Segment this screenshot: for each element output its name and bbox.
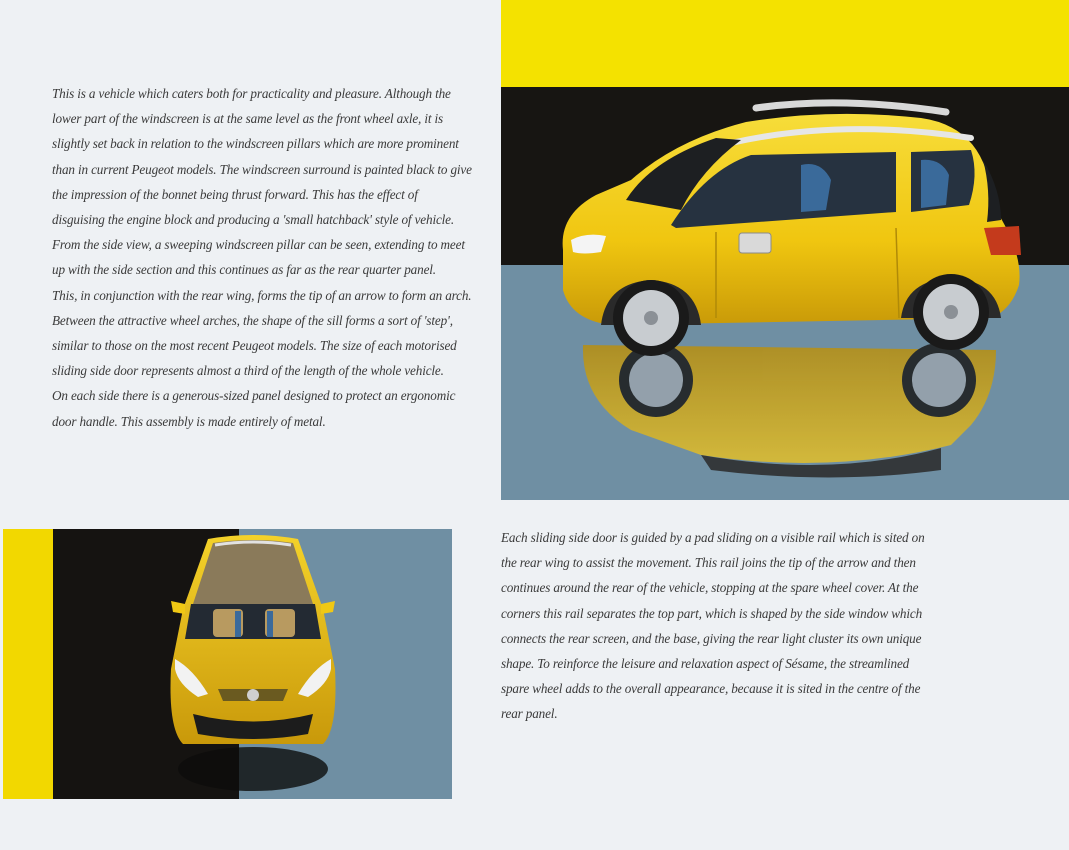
right-paragraph-line: shape. To reinforce the leisure and relaxation aspect of Sésame, the streamlined — [501, 656, 910, 672]
left-paragraph-line: Between the attractive wheel arches, the shape of the sill forms a sort of 'step', — [52, 312, 453, 328]
left-paragraph-line: From the side view, a sweeping windscreen pillar can be seen, extending to meet — [52, 237, 465, 253]
left-paragraph-line: disguising the engine block and producing a 'small hatchback' style of vehicle. — [52, 212, 455, 228]
left-paragraph — [52, 81, 472, 434]
right-paragraph — [501, 525, 925, 727]
left-paragraph-line: This, in conjunction with the rear wing, forms the tip of an arrow to form an arch. — [52, 287, 472, 303]
car-front-illustration — [3, 529, 452, 799]
car-front-view-photo — [3, 529, 452, 799]
car-reflection — [583, 343, 996, 478]
right-paragraph-line: corners this rail separates the top part, which is shaped by the side window which — [501, 605, 923, 621]
left-paragraph-line: lower part of the windscreen is at the same level as the front wheel axle, it is — [52, 111, 444, 127]
right-paragraph-line: spare wheel adds to the overall appearance, because it is sited in the centre of the — [501, 681, 921, 697]
left-paragraph-line: slightly set back in relation to the windscreen pillars which are more prominent — [52, 136, 459, 152]
left-paragraph-line: than in current Peugeot models. The windscreen surround is painted black to give — [52, 161, 472, 177]
right-paragraph-line: the rear wing to assist the movement. This rail joins the tip of the arrow and then — [501, 555, 916, 571]
car-body — [563, 103, 1021, 356]
right-paragraph-line: connects the rear screen, and the base, giving the rear light cluster its own unique — [501, 630, 922, 646]
right-paragraph-line: continues around the rear of the vehicle, stopping at the spare wheel cover. At the — [501, 580, 919, 596]
left-paragraph-line: sliding side door represents almost a third of the length of the whole vehicle. — [52, 363, 444, 379]
left-paragraph-line: the impression of the bonnet being thrust forward. This has the effect of — [52, 186, 418, 202]
left-paragraph-line: On each side there is a generous-sized panel designed to protect an ergonomic — [52, 388, 456, 404]
left-paragraph-line: similar to those on the most recent Peugeot models. The size of each motorised — [52, 338, 457, 354]
car-side-view-photo — [501, 0, 1069, 500]
right-paragraph-line: Each sliding side door is guided by a pad sliding on a visible rail which is sited on — [501, 530, 925, 545]
left-paragraph-line: door handle. This assembly is made entirely of metal. — [52, 413, 326, 429]
right-paragraph-line: rear panel. — [501, 706, 558, 722]
car-side-illustration — [501, 0, 1069, 500]
left-paragraph-line: up with the side section and this continues as far as the rear quarter panel. — [52, 262, 436, 278]
left-paragraph-line: This is a vehicle which caters both for practicality and pleasure. Although the — [52, 86, 451, 101]
